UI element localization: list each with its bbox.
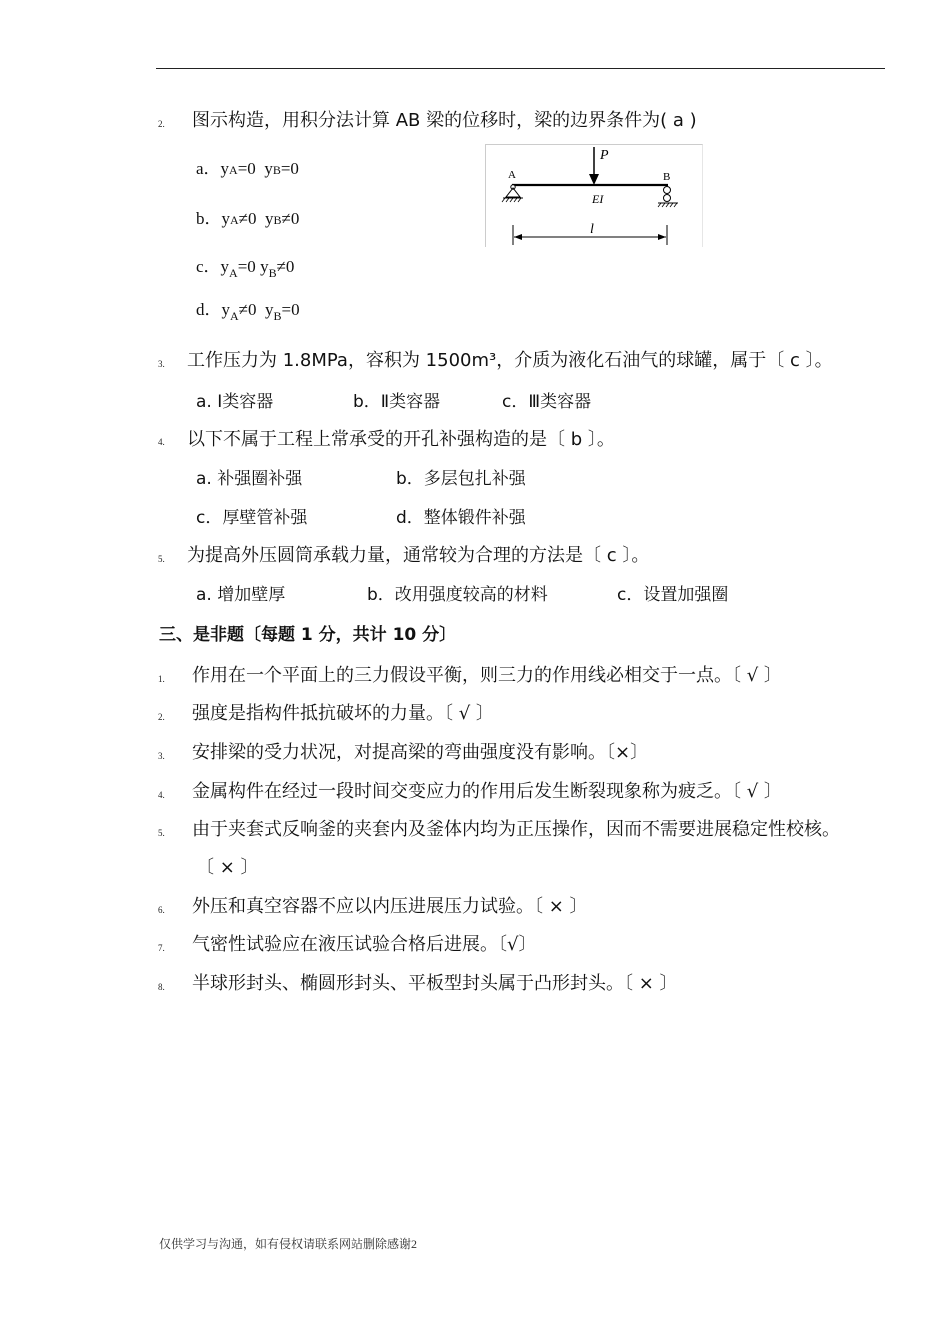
label-P: P — [600, 148, 609, 163]
tf-item-text: 金属构件在经过一段时间交变应力的作用后发生断裂现象称为疲乏。〔 √ 〕 — [192, 781, 782, 802]
tf-item-number: 1. — [158, 674, 165, 684]
tf-item-number: 8. — [158, 982, 165, 992]
tf-item-number: 5. — [158, 828, 165, 838]
header-rule — [156, 68, 885, 69]
tf-item-number: 3. — [158, 751, 165, 761]
q5-option-c: c．设置加强圈 — [617, 585, 729, 605]
tf-item-number: 7. — [158, 943, 165, 953]
footer-note: 仅供学习与沟通，如有侵权请联系网站删除感谢2 — [159, 1237, 418, 1251]
q4-option-c: c．厚壁管补强 — [196, 508, 308, 528]
label-EI: EI — [592, 192, 604, 206]
label-l: l — [590, 222, 594, 237]
tf-item-number: 4. — [158, 790, 165, 800]
q5-option-b: b．改用强度较高的材料 — [367, 585, 548, 605]
tf-item-number: 2. — [158, 712, 165, 722]
q3-option-a: a. Ⅰ类容器 — [196, 392, 274, 412]
q2-text: 图示构造，用积分法计算 AB 梁的位移时，梁的边界条件为( a ) — [192, 110, 697, 131]
tf-item-text: 强度是指构件抵抗破坏的力量。〔 √ 〕 — [192, 703, 494, 724]
q5-number: 5. — [158, 554, 165, 564]
label-B: B — [663, 171, 671, 183]
q2-option-d: d．$y_A\ne 0$ $y_B=0$ — [196, 300, 300, 323]
q3-text: 工作压力为 1.8MPa，容积为 1500m³，介质为液化石油气的球罐，属于〔 c 〕。 — [187, 350, 833, 371]
tf-item-continuation: 〔 × 〕 — [196, 857, 259, 878]
q4-option-a: a. 补强圈补强 — [196, 469, 303, 489]
q2-number: 2. — [158, 119, 165, 129]
q5-text: 为提高外压圆筒承载力量，通常较为合理的方法是〔 c 〕。 — [187, 545, 650, 566]
tf-item-text: 由于夹套式反响釜的夹套内及釜体内均为正压操作，因而不需要进展稳定性校核。 — [192, 819, 840, 840]
q2-option-c: c．$y_A=0$ $y_B\ne 0$ — [196, 257, 295, 280]
q4-option-d: d．整体锻件补强 — [396, 508, 526, 528]
label-A: A — [508, 169, 516, 181]
tf-item-number: 6. — [158, 905, 165, 915]
tf-item-text: 作用在一个平面上的三力假设平衡，则三力的作用线必相交于一点。〔 √ 〕 — [192, 665, 782, 686]
tf-item-text: 安排梁的受力状况，对提高梁的弯曲强度没有影响。〔×〕 — [192, 742, 649, 763]
q3-option-b: b．Ⅱ类容器 — [353, 392, 441, 412]
q3-number: 3. — [158, 359, 165, 369]
q4-number: 4. — [158, 437, 165, 447]
q4-option-b: b．多层包扎补强 — [396, 469, 526, 489]
q5-option-a: a. 增加壁厚 — [196, 585, 286, 605]
q3-option-c: c．Ⅲ类容器 — [502, 392, 592, 412]
beam-figure — [485, 144, 703, 247]
q4-text: 以下不属于工程上常承受的开孔补强构造的是〔 b 〕。 — [187, 429, 615, 450]
q2-option-b: b．yA≠0 yB≠0 — [196, 209, 300, 228]
q2-option-a: a．yA=0 yB=0 — [196, 159, 299, 178]
tf-item-text: 气密性试验应在液压试验合格后进展。〔√〕 — [192, 934, 537, 955]
section-heading: 三、是非题〔每题 1 分，共计 10 分〕 — [159, 625, 457, 645]
tf-item-text: 半球形封头、椭圆形封头、平板型封头属于凸形封头。〔 × 〕 — [192, 973, 678, 994]
tf-item-text: 外压和真空容器不应以内压进展压力试验。〔 × 〕 — [192, 896, 588, 917]
